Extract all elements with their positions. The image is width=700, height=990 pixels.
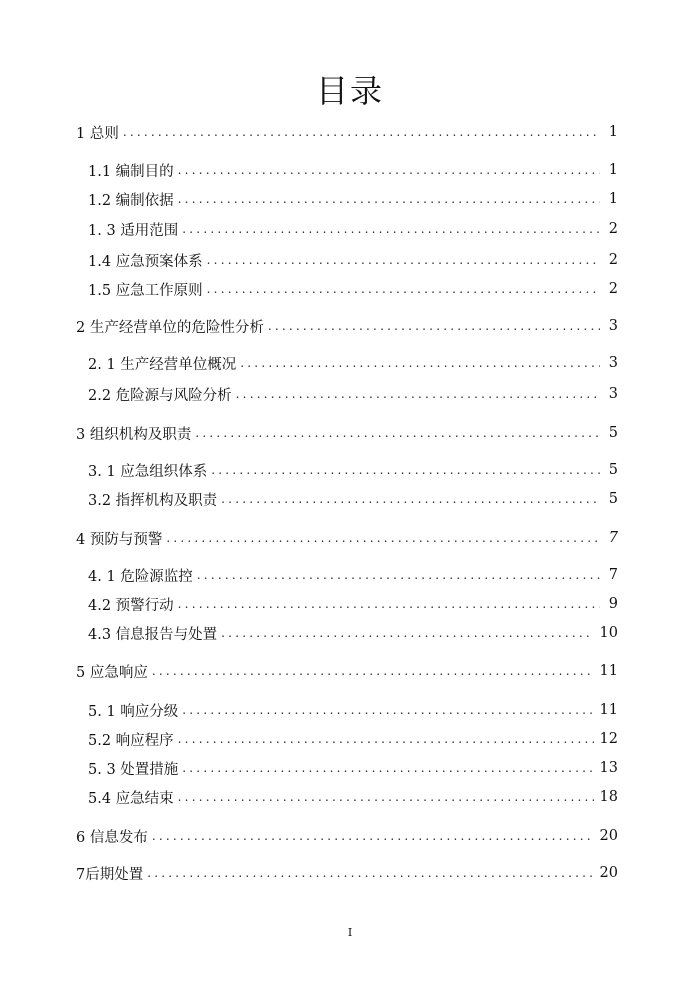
toc-entry-title: 3 组织机构及职责: [76, 423, 195, 444]
toc-dot-leader: [207, 249, 600, 271]
toc-entry-title: 4 预防与预警: [76, 528, 166, 549]
toc-dot-leader: [268, 315, 600, 337]
toc-entry-title: 4. 1 危险源监控: [88, 565, 197, 586]
toc-entry-title: 2 生产经营单位的危险性分析: [76, 316, 268, 337]
toc-entry-page: 7: [608, 567, 618, 583]
toc-entry-chapter[interactable]: [76, 660, 618, 682]
toc-dot-leader: [178, 728, 594, 750]
toc-dot-leader: [182, 757, 593, 779]
toc-entry-title: 1.1 编制目的: [88, 160, 178, 181]
toc-entry-page: 3: [608, 355, 618, 371]
toc-entry-title: 6 信息发布: [76, 826, 152, 847]
toc-entry-page: 5: [608, 491, 618, 507]
toc-entry-title: 5 应急响应: [76, 661, 152, 682]
toc-entry-title: 2.2 危险源与风险分析: [88, 384, 236, 405]
toc-entry-title: 5. 1 响应分级: [88, 700, 182, 721]
toc-dot-leader: [197, 564, 600, 586]
toc-entry-title: 1.2 编制依据: [88, 189, 178, 210]
toc-entry-section[interactable]: [88, 699, 618, 721]
toc-dot-leader: [195, 422, 600, 444]
toc-entry-page: 3: [608, 386, 618, 402]
toc-entry-page: 3: [608, 318, 618, 334]
toc-entry-section[interactable]: [88, 564, 618, 586]
toc-entry-section[interactable]: [88, 757, 618, 779]
toc-dot-leader: [123, 121, 600, 143]
toc-entry-title: 1.5 应急工作原则: [88, 279, 207, 300]
toc-entry-title: 7后期处置: [76, 863, 147, 884]
toc-dot-leader: [182, 699, 593, 721]
toc-entry-title: 1. 3 适用范围: [88, 219, 182, 240]
toc-entry-page: 1: [608, 191, 618, 207]
toc-dot-leader: [221, 488, 600, 510]
toc-entry-title: 4.3 信息报告与处置: [88, 623, 221, 644]
toc-entry-title: 1.4 应急预案体系: [88, 250, 207, 271]
toc-dot-leader: [211, 459, 600, 481]
page-title: 目录: [315, 72, 384, 110]
toc-dot-leader: [178, 159, 600, 181]
toc-entry-title: 5.2 响应程序: [88, 729, 178, 750]
toc-entry-page: 1: [608, 124, 618, 140]
toc-dot-leader: [221, 622, 593, 644]
toc-entry-title: 2. 1 生产经营单位概况: [88, 353, 240, 374]
toc-entry-page: 2: [608, 252, 618, 268]
toc-entry-page: 11: [599, 663, 618, 679]
toc-entry-page: 18: [599, 789, 618, 805]
toc-entry-page: 20: [599, 828, 618, 844]
toc-entry-title: 3. 1 应急组织体系: [88, 460, 211, 481]
toc-dot-leader: [240, 352, 600, 374]
toc-entry-page: 11: [599, 702, 618, 718]
toc-dot-leader: [152, 660, 594, 682]
toc-entry-page: 13: [599, 760, 618, 776]
toc-entry-page: 5: [608, 462, 618, 478]
toc-entry-chapter[interactable]: [76, 527, 618, 549]
toc-dot-leader: [178, 188, 600, 210]
toc-entry-chapter[interactable]: [76, 825, 618, 847]
toc-entry-section[interactable]: [88, 159, 618, 181]
toc-entry-chapter[interactable]: [76, 422, 618, 444]
toc-entry-section[interactable]: [88, 459, 618, 481]
toc-entry-page: 1: [608, 162, 618, 178]
toc-entry-section[interactable]: [88, 622, 618, 644]
toc-entry-page: 5: [608, 425, 618, 441]
toc-entry-page: 20: [599, 865, 618, 881]
toc-entry-section[interactable]: [88, 593, 618, 615]
toc-entry-page: 2: [608, 281, 618, 297]
toc-entry-section[interactable]: [88, 488, 618, 510]
toc-entry-title: 5.4 应急结束: [88, 787, 178, 808]
toc-dot-leader: [236, 383, 600, 405]
toc-entry-section[interactable]: [88, 278, 618, 300]
toc-dot-leader: [207, 278, 600, 300]
toc-entry-page: 10: [599, 625, 618, 641]
toc-entry-section[interactable]: [88, 728, 618, 750]
toc-entry-section[interactable]: [88, 218, 618, 240]
toc-entry-title: 4.2 预警行动: [88, 594, 178, 615]
toc-entry-chapter[interactable]: [76, 315, 618, 337]
toc-dot-leader: [147, 862, 593, 884]
toc-dot-leader: [178, 593, 600, 615]
toc-entry-page: 2: [608, 221, 618, 237]
toc-entry-title: 5. 3 处置措施: [88, 758, 182, 779]
toc-entry-section[interactable]: [88, 352, 618, 374]
toc-dot-leader: [182, 218, 600, 240]
toc-entry-title: 1 总则: [76, 122, 123, 143]
toc-entry-page: 7: [608, 530, 618, 546]
toc-entry-chapter[interactable]: [76, 862, 618, 884]
toc-dot-leader: [152, 825, 594, 847]
toc-entry-section[interactable]: [88, 383, 618, 405]
footer-page-number: I: [347, 926, 353, 939]
toc-entry-section[interactable]: [88, 188, 618, 210]
toc-entry-section[interactable]: [88, 249, 618, 271]
toc-entry-section[interactable]: [88, 786, 618, 808]
toc-entry-title: 3.2 指挥机构及职责: [88, 489, 221, 510]
toc-entry-page: 12: [599, 731, 618, 747]
toc-dot-leader: [166, 527, 600, 549]
toc-entry-chapter[interactable]: [76, 121, 618, 143]
toc-entry-page: 9: [608, 596, 618, 612]
toc-dot-leader: [178, 786, 594, 808]
